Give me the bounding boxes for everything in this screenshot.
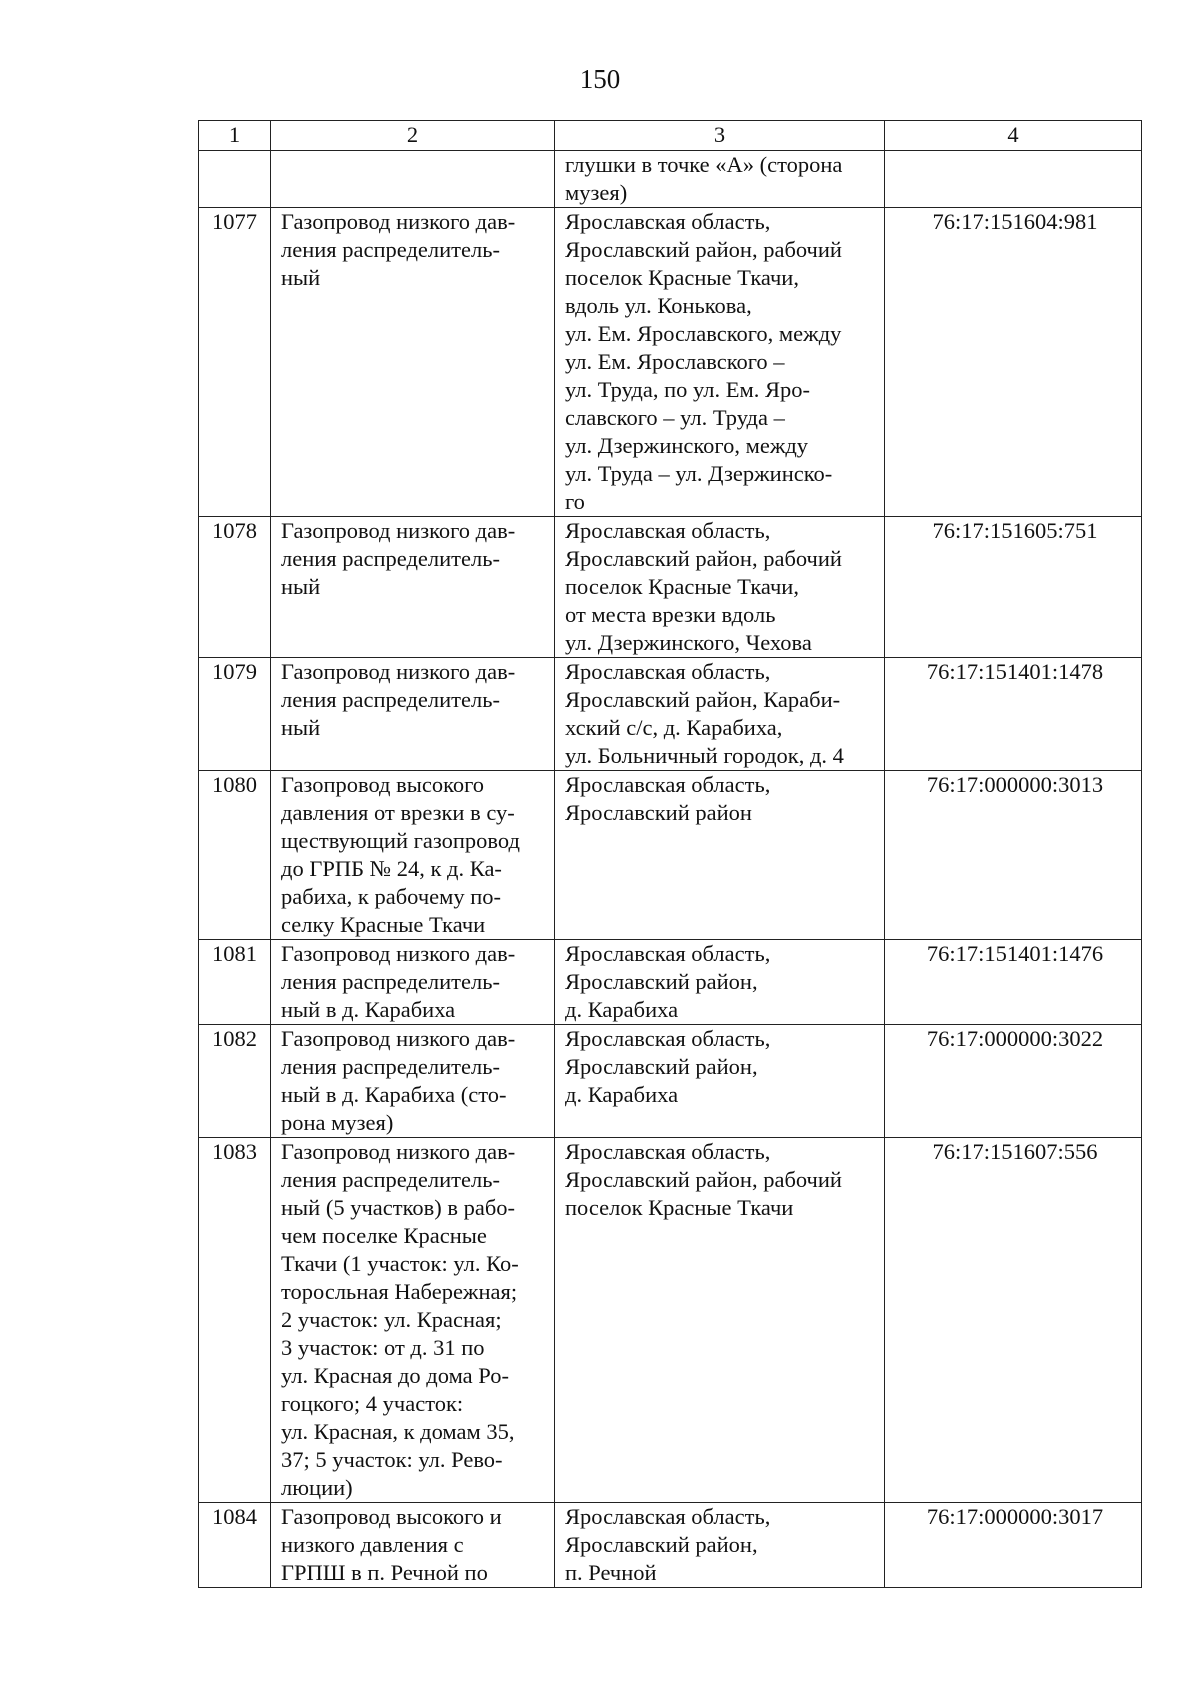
cadastral-number: 76:17:000000:3022 [885,1025,1142,1138]
table-row [199,151,1142,208]
table-row [199,1025,1142,1138]
object-name: Газопровод низкого дав- ления распределитель- ный (5 участков) в рабо- чем поселке Красные Ткачи (1 участок: ул. Ко- торосльная Набережная; 2 участок: ул. Красная; 3 участок: от д. 31 по ул. Красная до дома Ро- гоцкого; 4 участок: ул. Красная, к домам 35, 37; 5 участок: ул. Рево- люции) [271,1138,555,1503]
object-address: Ярославская область, Ярославский район, п. Речной [555,1503,885,1588]
object-address: глушки в точке «А» (сторона музея) [555,151,885,208]
row-number: 1084 [199,1503,271,1588]
object-name [271,151,555,208]
table-row [199,771,1142,940]
row-number: 1077 [199,208,271,517]
cadastral-number [885,151,1142,208]
table-row [199,1138,1142,1503]
row-number: 1078 [199,517,271,658]
object-name: Газопровод низкого дав- ления распределитель- ный в д. Карабиха (сто- рона музея) [271,1025,555,1138]
object-name: Газопровод высокого давления от врезки в су- ществующий газопровод до ГРПБ № 24, к д. Ка- рабиха, к рабочему по- селку Красные Ткачи [271,771,555,940]
row-number: 1081 [199,940,271,1025]
header-cell-3: 3 [555,121,885,151]
object-name: Газопровод низкого дав- ления распределитель- ный в д. Карабиха [271,940,555,1025]
table-row [199,940,1142,1025]
table-row [199,658,1142,771]
registry-table [198,120,1142,1588]
row-number: 1080 [199,771,271,940]
cadastral-number: 76:17:151605:751 [885,517,1142,658]
table-header-row [199,121,1142,151]
object-name: Газопровод низкого дав- ления распределитель- ный [271,658,555,771]
object-name: Газопровод высокого и низкого давления с ГРПШ в п. Речной по [271,1503,555,1588]
object-address: Ярославская область, Ярославский район, д. Карабиха [555,940,885,1025]
header-cell-4: 4 [885,121,1142,151]
object-address: Ярославская область, Ярославский район, рабочий поселок Красные Ткачи, от места врезки вдоль ул. Дзержинского, Чехова [555,517,885,658]
cadastral-number: 76:17:000000:3013 [885,771,1142,940]
page-number: 150 [579,64,621,94]
cadastral-number: 76:17:000000:3017 [885,1503,1142,1588]
row-number: 1082 [199,1025,271,1138]
table-row [199,517,1142,658]
row-number [199,151,271,208]
object-name: Газопровод низкого дав- ления распределитель- ный [271,208,555,517]
header-cell-1: 1 [199,121,271,151]
table-row [199,208,1142,517]
row-number: 1079 [199,658,271,771]
object-address: Ярославская область, Ярославский район, рабочий поселок Красные Ткачи [555,1138,885,1503]
cadastral-number: 76:17:151401:1478 [885,658,1142,771]
object-address: Ярославская область, Ярославский район, д. Карабиха [555,1025,885,1138]
cadastral-number: 76:17:151607:556 [885,1138,1142,1503]
object-name: Газопровод низкого дав- ления распределитель- ный [271,517,555,658]
row-number: 1083 [199,1138,271,1503]
cadastral-number: 76:17:151604:981 [885,208,1142,517]
object-address: Ярославская область, Ярославский район [555,771,885,940]
table-row [199,1503,1142,1588]
cadastral-number: 76:17:151401:1476 [885,940,1142,1025]
object-address: Ярославская область, Ярославский район, рабочий поселок Красные Ткачи, вдоль ул. Конькова, ул. Ем. Ярославского, между ул. Ем. Ярославского – ул. Труда, по ул. Ем. Яро- славского – ул. Труда – ул. Дзержинского, между ул. Труда – ул. Дзержинско- го [555,208,885,517]
object-address: Ярославская область, Ярославский район, Караби- хский с/с, д. Карабиха, ул. Больничный городок, д. 4 [555,658,885,771]
header-cell-2: 2 [271,121,555,151]
